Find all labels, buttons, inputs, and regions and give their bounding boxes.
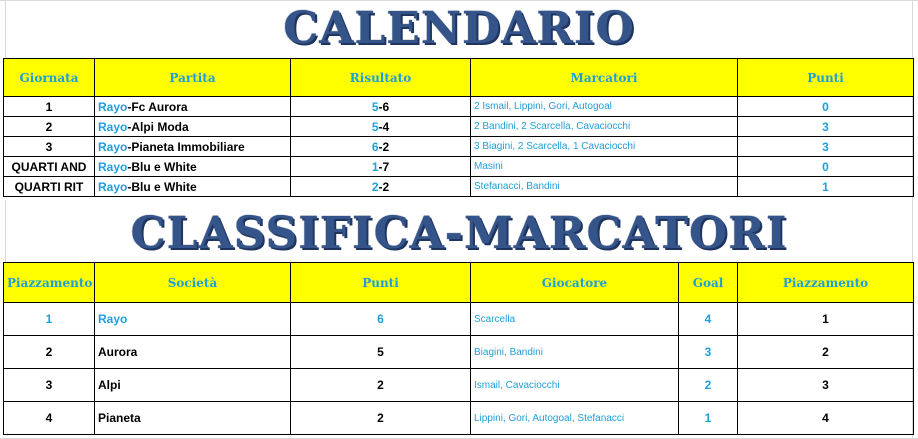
calendario-title: CALENDARIO: [283, 3, 635, 54]
punti-cell: 5: [291, 336, 471, 369]
score-separator: -: [378, 99, 383, 114]
match-separator: -: [127, 139, 132, 154]
header-goal: Goal: [679, 263, 738, 303]
partita-cell: [95, 157, 291, 177]
calendario-row: [4, 97, 914, 117]
marcatori-cell: 3 Biagini, 2 Scarcella, 1 Cavaciocchi: [471, 137, 738, 157]
classifica-row: [4, 336, 914, 369]
calendario-row: [4, 137, 914, 157]
home-team: Rayo: [98, 99, 128, 114]
giornata-cell: QUARTI RIT: [4, 177, 95, 197]
goal-cell: 4: [679, 303, 738, 336]
marcatori-cell: Stefanacci, Bandini: [471, 177, 738, 197]
classifica-row: [4, 303, 914, 336]
calendario-table: [3, 58, 914, 197]
score-away: 2: [382, 139, 390, 154]
header-piazzamento: Piazzamento: [4, 263, 95, 303]
punti-cell: 0: [738, 157, 914, 177]
piazzamento-marcatori-cell: 4: [738, 402, 914, 435]
match-separator: -: [127, 119, 132, 134]
partita-cell: [95, 117, 291, 137]
goal-cell: 3: [679, 336, 738, 369]
header-risultato: Risultato: [291, 59, 471, 97]
giornata-cell: 2: [4, 117, 95, 137]
score-separator: -: [378, 179, 383, 194]
giornata-cell: QUARTI AND: [4, 157, 95, 177]
classifica-table: [3, 262, 914, 435]
marcatori-cell: 2 Bandini, 2 Scarcella, Cavaciocchi: [471, 117, 738, 137]
away-team: Blu e White: [131, 179, 197, 194]
classifica-row: [4, 402, 914, 435]
punti-cell: 3: [738, 117, 914, 137]
goal-cell: 2: [679, 369, 738, 402]
giornata-cell: 3: [4, 137, 95, 157]
risultato-cell: [291, 137, 471, 157]
match-separator: -: [127, 159, 132, 174]
header-punti: Punti: [291, 263, 471, 303]
away-team: Alpi Moda: [131, 119, 189, 134]
piazzamento-cell: 4: [4, 402, 95, 435]
header-societa: Società: [95, 263, 291, 303]
risultato-cell: [291, 117, 471, 137]
risultato-cell: [291, 177, 471, 197]
score-away: 7: [382, 159, 390, 174]
header-partita: Partita: [95, 59, 291, 97]
giornata-cell: 1: [4, 97, 95, 117]
score-separator: -: [378, 119, 383, 134]
giocatore-cell: Scarcella: [471, 303, 679, 336]
societa-cell: Aurora: [95, 336, 291, 369]
score-home: 6: [371, 139, 379, 154]
home-team: Rayo: [98, 119, 128, 134]
score-home: 1: [371, 159, 379, 174]
classifica-title: CLASSIFICA-MARCATORI: [130, 208, 788, 259]
societa-cell: Pianeta: [95, 402, 291, 435]
away-team: Pianeta Immobiliare: [131, 139, 245, 154]
home-team: Rayo: [98, 179, 128, 194]
piazzamento-cell: 2: [4, 336, 95, 369]
score-away: 6: [382, 99, 390, 114]
calendario-header-row: [4, 59, 914, 97]
piazzamento-cell: 3: [4, 369, 95, 402]
away-team: Fc Aurora: [131, 99, 188, 114]
giocatore-cell: Biagini, Bandini: [471, 336, 679, 369]
header-punti: Punti: [738, 59, 914, 97]
score-home: 5: [371, 99, 379, 114]
punti-cell: 1: [738, 177, 914, 197]
home-team: Rayo: [98, 139, 128, 154]
partita-cell: [95, 137, 291, 157]
score-separator: -: [378, 139, 383, 154]
match-separator: -: [127, 179, 132, 194]
piazzamento-cell: 1: [4, 303, 95, 336]
partita-cell: [95, 97, 291, 117]
calendario-row: [4, 157, 914, 177]
giocatore-cell: Ismail, Cavaciocchi: [471, 369, 679, 402]
header-marcatori: Marcatori: [471, 59, 738, 97]
marcatori-cell: 2 Ismail, Lippini, Gori, Autogoal: [471, 97, 738, 117]
piazzamento-marcatori-cell: 1: [738, 303, 914, 336]
home-team: Rayo: [98, 159, 128, 174]
piazzamento-marcatori-cell: 3: [738, 369, 914, 402]
risultato-cell: [291, 157, 471, 177]
score-home: 2: [371, 179, 379, 194]
giocatore-cell: Lippini, Gori, Autogoal, Stefanacci: [471, 402, 679, 435]
risultato-cell: [291, 97, 471, 117]
goal-cell: 1: [679, 402, 738, 435]
punti-cell: 3: [738, 137, 914, 157]
away-team: Blu e White: [131, 159, 197, 174]
classifica-header-row: [4, 263, 914, 303]
piazzamento-marcatori-cell: 2: [738, 336, 914, 369]
header-giocatore: Giocatore: [471, 263, 679, 303]
punti-cell: 2: [291, 369, 471, 402]
header-giornata: Giornata: [4, 59, 95, 97]
punti-cell: 2: [291, 402, 471, 435]
calendario-row: [4, 177, 914, 197]
score-home: 5: [371, 119, 379, 134]
partita-cell: [95, 177, 291, 197]
match-separator: -: [127, 99, 132, 114]
punti-cell: 0: [738, 97, 914, 117]
score-away: 4: [382, 119, 390, 134]
score-away: 2: [382, 179, 390, 194]
calendario-row: [4, 117, 914, 137]
marcatori-cell: Masini: [471, 157, 738, 177]
societa-cell: Rayo: [95, 303, 291, 336]
header-piazzamento-2: Piazzamento: [738, 263, 914, 303]
societa-cell: Alpi: [95, 369, 291, 402]
classifica-row: [4, 369, 914, 402]
score-separator: -: [378, 159, 383, 174]
punti-cell: 6: [291, 303, 471, 336]
